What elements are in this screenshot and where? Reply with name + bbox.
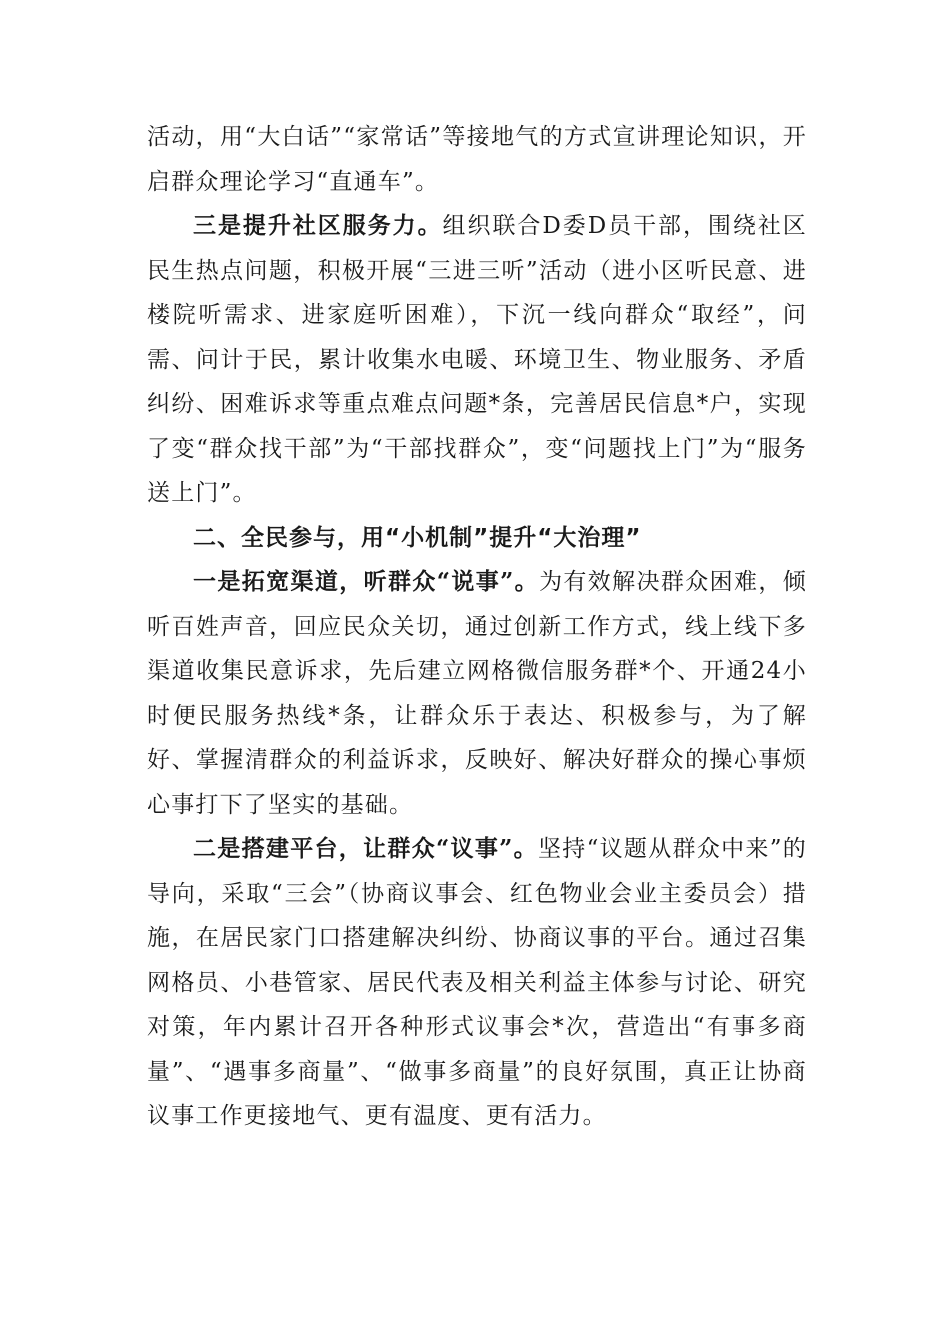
paragraph-lead: 三是提升社区服务力。	[193, 212, 443, 239]
paragraph-lead: 二是搭建平台，让群众“议事”。	[193, 835, 538, 862]
paragraph-expand-channels	[147, 560, 807, 827]
paragraph-lead: 一是拓宽渠道，听群众“说事”。	[193, 568, 540, 595]
paragraph-community-service	[147, 204, 807, 516]
paragraph-build-platform	[147, 827, 807, 1139]
paragraph-text: 活动，用“大白话”“家常话”等接地气的方式宣讲理论知识，开启群众理论学习“直通车”。	[147, 124, 807, 195]
document-body	[147, 115, 807, 1139]
paragraph-text: 为有效解决群众困难，倾听百姓声音，回应民众关切，通过创新工作方式，线上线下多渠道收集民意诉求，先后建立网格微信服务群*个、开通24小时便民服务热线*条，让群众乐于表达、积极参与，为了解好、掌握清群众的利益诉求，反映好、解决好群众的操心事烦心事打下了坚实的基础。	[147, 569, 807, 818]
paragraph-continuation	[147, 115, 807, 204]
paragraph-text: 坚持“议题从群众中来”的导向，采取“三会”（协商议事会、红色物业会业主委员会）措施，在居民家门口搭建解决纠纷、协商议事的平台。通过召集网格员、小巷管家、居民代表及相关利益主体参与讨论、研究对策，年内累计召开各种形式议事会*次，营造出“有事多商量”、“遇事多商量”、“做事多商量”的良好氛围，真正让协商议事工作更接地气、更有温度、更有活力。	[147, 836, 807, 1129]
paragraph-text: 组织联合D委D员干部，围绕社区民生热点问题，积极开展“三进三听”活动（进小区听民意、进楼院听需求、进家庭听困难），下沉一线向群众“取经”，问需、问计于民，累计收集水电暖、环境卫生、物业服务、矛盾纠纷、困难诉求等重点难点问题*条，完善居民信息*户，实现了变“群众找干部”为“干部找群众”，变“问题找上门”为“服务送上门”。	[147, 213, 807, 506]
section-heading: 二、全民参与，用“小机制”提升“大治理”	[193, 524, 642, 551]
